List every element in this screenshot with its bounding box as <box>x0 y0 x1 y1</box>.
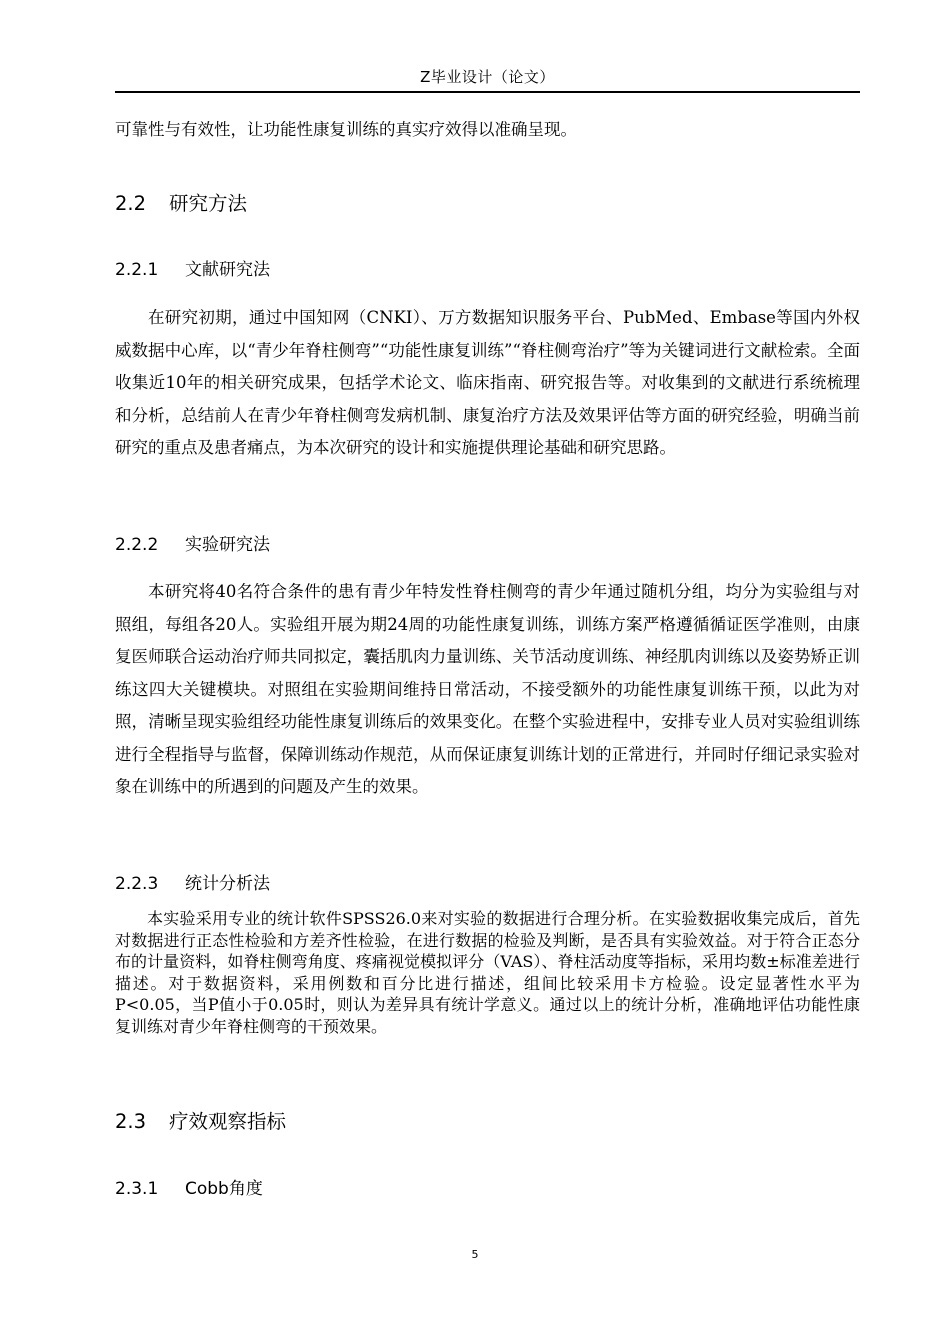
header-divider <box>115 91 860 93</box>
intro-paragraph-block <box>115 114 860 147</box>
subsection-title: 统计分析法 <box>185 874 270 894</box>
body-paragraph-experiment: 本研究将40名符合条件的患有青少年特发性脊柱侧弯的青少年通过随机分组，均分为实验组与对照组，每组各20人。实验组开展为期24周的功能性康复训练，训练方案严格遵循循证医学准则，由康复医师联合运动治疗师共同拟定，囊括肌肉力量训练、关节活动度训练、神经肌肉训练以及姿势矫正训练这四大关键模块。对照组在实验期间维持日常活动，不接受额外的功能性康复训练干预，以此为对照，清晰呈现实验组经功能性康复训练后的效果变化。在整个实验进程中，安排专业人员对实验组训练进行全程指导与监督，保障训练动作规范，从而保证康复训练计划的正常进行，并同时仔细记录实验对象在训练中的所遇到的问题及产生的效果。 <box>115 582 860 796</box>
page-header-title: Z毕业设计（论文） <box>420 68 555 86</box>
subsection-number: 2.2.2 <box>115 535 159 555</box>
subsection-title: 实验研究法 <box>185 535 270 555</box>
body-paragraph-block <box>115 576 860 804</box>
subsection-heading-2-2-1 <box>115 255 270 280</box>
subsection-heading-2-2-3 <box>115 869 270 894</box>
body-paragraph-block <box>115 302 860 465</box>
subsection-number: 2.3.1 <box>115 1179 159 1199</box>
subsection-heading-2-3-1 <box>115 1174 263 1199</box>
body-paragraph-statistics: 本实验采用专业的统计软件SPSS26.0来对实验的数据进行合理分析。在实验数据收集完成后，首先对数据进行正态性检验和方差齐性检验，在进行数据的检验及判断，是否具有实验效益。对于符合正态分布的计量资料，如脊柱侧弯角度、疼痛视觉模拟评分（VAS）、脊柱活动度等指标，采用均数±标准差进行描述。对于数据资料，采用例数和百分比进行描述，组间比较采用卡方检验。设定显著性水平为P<0.05，当P值小于0.05时，则认为差异具有统计学意义。通过以上的统计分析，准确地评估功能性康复训练对青少年脊柱侧弯的干预效果。 <box>115 909 860 1036</box>
subsection-heading-2-2-2 <box>115 530 270 555</box>
subsection-title: 文献研究法 <box>185 260 270 280</box>
intro-paragraph: 可靠性与有效性，让功能性康复训练的真实疗效得以准确呈现。 <box>115 120 577 139</box>
subsection-title: Cobb角度 <box>185 1179 263 1199</box>
subsection-number: 2.2.1 <box>115 260 159 280</box>
body-paragraph-block <box>115 908 860 1037</box>
section-number: 2.2 <box>115 192 147 215</box>
section-number: 2.3 <box>115 1110 147 1133</box>
section-title: 研究方法 <box>169 192 248 215</box>
page-number: 5 <box>471 1248 479 1261</box>
section-heading-2-3 <box>115 1106 286 1134</box>
subsection-number: 2.2.3 <box>115 874 159 894</box>
section-heading-2-2 <box>115 188 247 216</box>
body-paragraph-literature: 在研究初期，通过中国知网（CNKI）、万方数据知识服务平台、PubMed、Embase等国内外权威数据中心库，以“青少年脊柱侧弯”“功能性康复训练”“脊柱侧弯治疗”等为关键词进行文献检索。全面收集近10年的相关研究成果，包括学术论文、临床指南、研究报告等。对收集到的文献进行系统梳理和分析，总结前人在青少年脊柱侧弯发病机制、康复治疗方法及效果评估等方面的研究经验，明确当前研究的重点及患者痛点，为本次研究的设计和实施提供理论基础和研究思路。 <box>115 308 860 457</box>
section-title: 疗效观察指标 <box>169 1110 287 1133</box>
